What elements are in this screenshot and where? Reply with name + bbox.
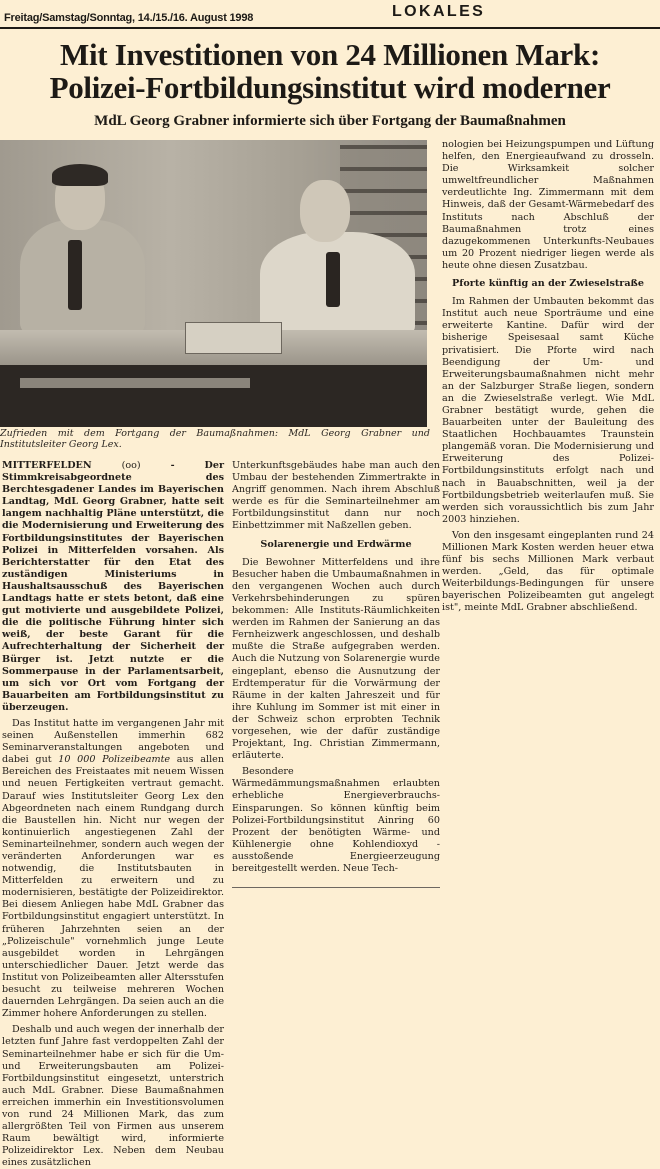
paragraph: Besondere Wärmedämmungsmaßnahmen erlaubten erhebliche Energieverbrauchs-Einsparungen. So können künftig beim Polizei-Fortbildungsinstitut Ainring 60 Prozent der benötigten Wärme- und Kühlenergie ohne Kohlendioxyd - ausstoßende Energieerzeugung bereitgestellt werden. Neue Tech-	[232, 766, 440, 874]
paragraph-text: aus allen Bereichen des Freistaates mit neuem Wissen und neuen Fertigkeiten vertraut gemacht. Darauf wies Institutsleiter Georg Lex den Abgeordneten nach einem Rundgang durch die Baustellen hin. Nicht nur wegen der kontinuierlich angestiegenen Zahl der Seminarteilnehmer, sondern auch wegen der veränderten Anforderungen war es notwendig, die Institutsbauten in Mitterfelden zu erweitern und zu modernisieren, bestätigte der Polizeidirektor. Bei diesem Anliegen habe MdL Grabner das Fortbildungsinstitut engagiert unterstützt. In früheren Jahrzehnten seien an der „Polizeischule" vornehmlich junge Leute ausgebildet worden in Lehrgängen unterschiedlicher Dauer. Jetzt werde das Institut von Polizeibeamten aller Altersstufen besucht zu teilweise mehreren Wochen dauernden Lehrgängen. Da seien auch an die Zimmer hohere Anforderungen zu stellen.	[2, 754, 224, 1020]
photo-person-grabner-tie	[68, 240, 82, 310]
subheadline: MdL Georg Grabner informierte sich über Fortgang der Baumaßnahmen	[94, 113, 566, 129]
article-photo	[0, 140, 427, 427]
headline	[0, 38, 660, 104]
masthead-rule	[0, 27, 660, 29]
photo-cabinet-handle	[20, 378, 250, 388]
issue-date: Freitag/Samstag/Sonntag, 14./15./16. August 1998	[4, 12, 254, 24]
article-column-left	[2, 460, 224, 1169]
column-end-rule	[232, 887, 440, 888]
photo-binder	[185, 322, 282, 354]
article-column-middle	[232, 460, 440, 888]
lead-text: - Der Stimmkreisabgeordnete des Berchtesgadener Landes im Bayerischen Landtag, MdL Georg Grabner, hatte seit langem nachhaltig Pläne unterstützt, die die Modernisierung und Erweiterung des Fortbildungsinstitutes der Bayerischen Polizei in Mitterfelden vorsahen. Als Berichterstatter für den Etat des zuständigen Ministeriums in Haushaltsausschuß des Bayerischen Landtags hatte er stets betont, daß eine gut motivierte und ausgebildete Polizei, die die politische Führung hinter sich weiß, der beste Garant für die Aufrechterhaltung der Sicherheit der Bürger ist. Jetzt nutzte er die Sommerpause in der Parlamentsarbeit, um sich vor Ort vom Fortgang der Bauarbeiten am Fortbildungsinstitut zu überzeugen.	[2, 460, 225, 713]
section-subheading: Pforte künftig an der Zwieselstraße	[452, 278, 644, 290]
emphasis: 10 000 Polizeibeamte	[58, 754, 171, 766]
dateline: MITTERFELDEN	[2, 460, 92, 471]
paragraph-text: Das Institut hatte im vergangenen Jahr mit seinen Außenstellen immerhin 682 Seminarveranstaltungen angeboten und dabei gut	[2, 717, 224, 766]
paragraph: nologien bei Heizungspumpen und Lüftung helfen, den Energieaufwand zu drosseln. Die Wirksamkeit solcher umweltfreundlicher Maßnahmen verdeutlichte Ing. Zimmermann mit dem Hinweis, daß der Gesamt-Wärmebedarf des Instituts nach Abschluß der Baumaßnahmen trotz eines dazugekommenen Unterkunfts-Neubaues um 20 Prozent niedriger liegen werde als heute ohne diesen Zusatzbau.	[442, 139, 654, 271]
author-code: (oo)	[121, 460, 141, 471]
paragraph: Unterkunftsgebäudes habe man auch den Umbau der bestehenden Zimmertrakte in Angriff genommen. Nach ihrem Abschluß werde es für die Seminarteilnehmer am Fortbildungsinstitut dann nur noch Einbettzimmer mit Naßzellen geben.	[232, 460, 440, 532]
paragraph: Deshalb und auch wegen der innerhalb der letzten funf Jahre fast verdoppelten Zahl der Seminarteilnehmer habe er sich für die Um- und Erweiterungsbauten am Polizei-Fortbildungsinstitut eingesetzt, unterstrich auch MdL Grabner. Diese Baumaßnahmen erreichen immerhin ein Investitionsvolumen von rund 24 Millionen Mark, das zum allergrößten Teil von Firmen aus unserem Raum bewältigt wird, informierte Polizeidirektor Lex. Neben dem Neubau eines zusätzlichen	[2, 1024, 224, 1169]
masthead	[0, 0, 660, 30]
article-column-right	[442, 139, 654, 615]
photo-person-grabner	[20, 220, 145, 335]
section-subheading: Solarenergie und Erdwärme	[260, 538, 412, 550]
paragraph: Im Rahmen der Umbauten bekommt das Institut auch neue Sporträume und eine erweiterte Kantine. Dafür wird der bisherige Speisesaal samt Küche privatisiert. Die Pforte wird nach Beendigung der Um- und Erweiterungsbaumaßnahmen nicht mehr an der Salzburger Straße liegen, sondern an die Zwieselstraße verlegt. Wie MdL Grabner bestätigt wurde, gehen die Bauarbeiten unter der Bauleitung des Staatlichen Hochbauamtes Traunstein plangemäß voran. Die Modernisierung und Erweiterung des Polizei-Fortbildungsinstituts erfolgt nach und nach in Bauabschnitten, weil ja der Fortbildungsbetrieb weiterlaufen muß. Sie werden sich voraussichtlich bis zum Jahr 2003 hinziehen.	[442, 296, 654, 525]
paragraph: Die Bewohner Mitterfeldens und ihre Besucher haben die Umbaumaßnahmen in den vergangenen Wochen auch durch Verkehrsbehinderungen zu spüren bekommen: Alle Instituts-Räumlichkeiten werden im Rahmen der Sanierung an das Fernheizwerk angeschlossen, und deshalb mußte die Straße aufgegraben werden. Auch die Nutzung von Solarenergie wurde eingeplant, ebenso die Ausnutzung der Erdtemperatur für die Vorwärmung der Räume in der kalten Jahreszeit und für ihre Kuhlung im Sommer ist mit einer in der Schweiz schon erprobten Technik vorgesehen, wie der dafür zuständige Projektant, Ing. Christian Zimmermann, erläuterte.	[232, 556, 440, 762]
photo-person-grabner-hair	[52, 164, 108, 186]
headline-line-2: Polizei-Fortbildungsinstitut wird moderner	[49, 70, 611, 105]
paragraph: Von den insgesamt eingeplanten rund 24 Millionen Mark Kosten werden heuer etwa fünf bis sechs Millionen Mark verbaut werden. „Geld, das für optimale Weiterbildungs-Bedingungen für unsere bayerischen Polizeibeamten gut angelegt ist", meinte MdL Grabner abschließend.	[442, 529, 654, 614]
photo-caption: Zufrieden mit dem Fortgang der Baumaßnahmen: MdL Georg Grabner und Institutsleiter Georg Lex.	[0, 428, 430, 450]
photo-person-lex-tie	[326, 252, 340, 307]
lead-paragraph	[2, 460, 224, 714]
photo-cabinet	[0, 365, 427, 427]
photo-person-lex-head	[300, 180, 350, 242]
section-title: LOKALES	[392, 3, 486, 20]
paragraph	[2, 718, 224, 1020]
headline-line-1: Mit Investitionen von 24 Millionen Mark:	[60, 37, 600, 72]
